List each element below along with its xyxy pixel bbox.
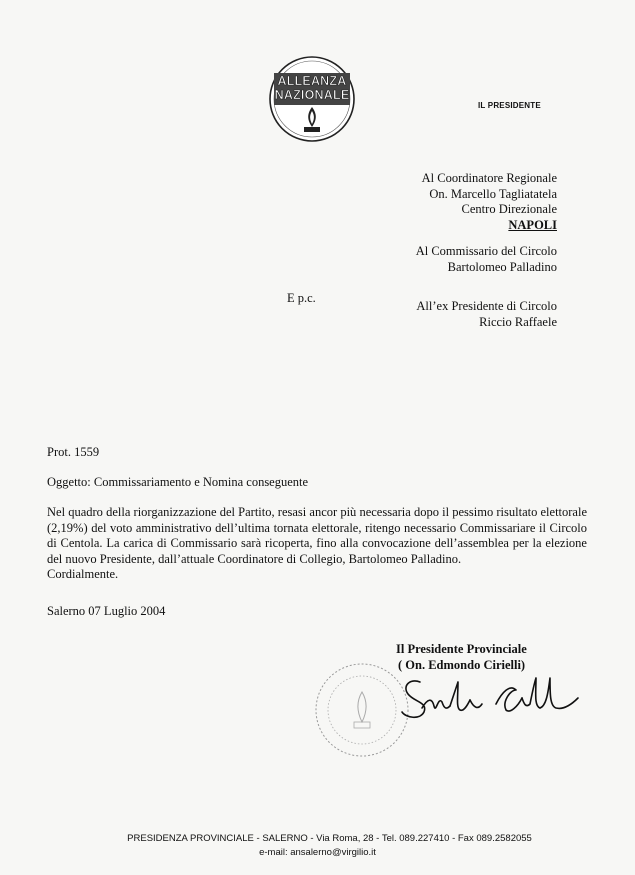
logo-text-line1: ALLEANZA <box>277 74 347 88</box>
recipient-block-commissioner <box>416 244 557 275</box>
letterhead-role: IL PRESIDENTE <box>478 101 541 110</box>
recipient-line: Al Coordinatore Regionale <box>421 171 557 185</box>
recipient-city: NAPOLI <box>508 217 557 232</box>
footer-email-text: e-mail: ansalerno@virgilio.it <box>259 847 376 858</box>
recipient-line: Centro Direzionale <box>461 202 557 216</box>
body-text: Nel quadro della riorganizzazione del Partito, resasi ancor più necessaria dopo il pessimo risultato elettorale (2,19%) del voto amministrativo dell’ultima tornata elettorale, ritengo necessario Commissariare il Circolo di Centola. La carica di Commissario sarà ricoperta, fino alla convocazione dell’assemblea per la elezione del nuovo Presidente, dall’attuale Coordinatore di Collegio, Bartolomeo Palladino. <box>47 505 587 566</box>
official-seal-icon <box>312 660 412 760</box>
footer-address-text: PRESIDENZA PROVINCIALE - SALERNO - Via Roma, 28 - Tel. 089.227410 - Fax 089.2582055 <box>127 833 532 844</box>
recipient-line: Al Commissario del Circolo <box>415 244 557 258</box>
recipient-block-ex-president <box>416 299 557 330</box>
footer-email <box>0 847 635 858</box>
protocol-number: Prot. 1559 <box>47 445 100 459</box>
footer-address <box>0 833 635 844</box>
signatory-name: ( On. Edmondo Cirielli) <box>398 657 526 672</box>
cc-label: E p.c. <box>287 291 316 305</box>
recipient-line: All’ex Presidente di Circolo <box>416 299 557 313</box>
handwritten-signature <box>398 668 583 723</box>
party-emblem-icon <box>268 55 356 143</box>
recipient-line: Bartolomeo Palladino <box>447 259 557 274</box>
signatory-title: Il Presidente Provinciale <box>396 642 527 656</box>
recipient-block-coordinator <box>422 171 557 233</box>
body-paragraph <box>47 505 587 567</box>
date-line: Salerno 07 Luglio 2004 <box>47 604 166 618</box>
recipient-line: Riccio Raffaele <box>479 314 557 329</box>
logo-text-line2: NAZIONALE <box>274 88 350 102</box>
closing-text: Cordialmente. <box>47 567 119 581</box>
subject-line: Oggetto: Commissariamento e Nomina conseguente <box>47 475 309 489</box>
recipient-line: On. Marcello Tagliatatela <box>429 186 557 201</box>
